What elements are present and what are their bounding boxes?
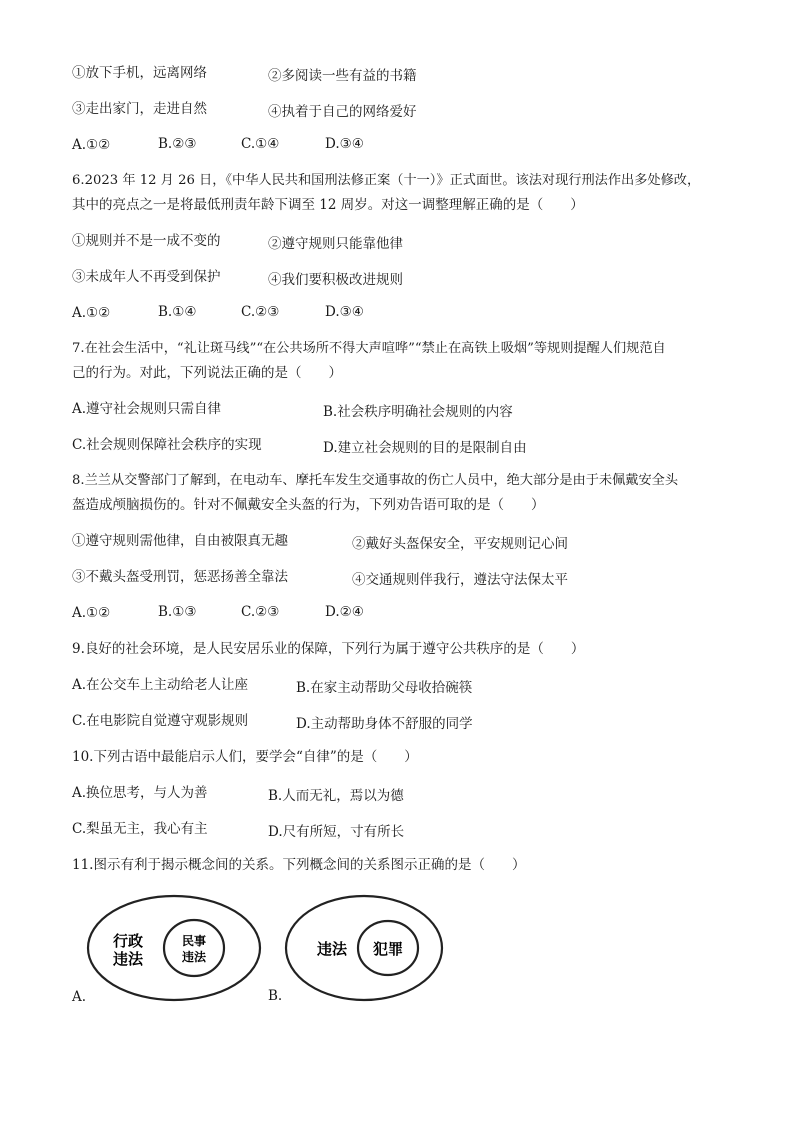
q9-choice-a: A.在公交车上主动给老人让座 — [72, 677, 249, 693]
q6-option-2: ②遵守规则只能靠他律 — [268, 236, 403, 252]
diagram-a-option-label: A. — [72, 989, 87, 1005]
q6-choice-d: D.③④ — [325, 304, 364, 320]
diagram-a-inner-label-1: 民事 — [181, 934, 207, 948]
q6-choice-c: C.②③ — [241, 304, 280, 320]
diagram-b-outer-label: 违法 — [316, 940, 348, 958]
q5-choice-d: D.③④ — [325, 136, 364, 152]
q8-option-1: ①遵守规则需他律，自由被限真无趣 — [72, 533, 288, 549]
diagram-a-inner-label-2: 违法 — [181, 950, 207, 964]
q5-choice-c: C.①④ — [241, 136, 280, 152]
diagram-b-venn — [284, 894, 444, 1002]
q8-choice-a: A.①② — [72, 605, 111, 621]
q9-stem: 9.良好的社会环境，是人民安居乐业的保障，下列行为属于遵守公共秩序的是（ ） — [72, 641, 585, 657]
diagram-b-inner-label: 犯罪 — [372, 940, 404, 958]
q5-choice-b: B.②③ — [158, 136, 197, 152]
q7-stem-line2: 己的行为。对此，下列说法正确的是（ ） — [72, 365, 342, 381]
q8-choice-b: B.①③ — [158, 604, 197, 620]
q8-option-2: ②戴好头盔保安全，平安规则记心间 — [352, 536, 568, 552]
q6-option-4: ④我们要积极改进规则 — [268, 272, 403, 288]
diagram-a-outer-label-1: 行政 — [112, 932, 144, 950]
q8-option-3: ③不戴头盔受刑罚，惩恶扬善全靠法 — [72, 569, 288, 585]
q8-stem-line1: 8.兰兰从交警部门了解到，在电动车、摩托车发生交通事故的伤亡人员中，绝大部分是由于未佩戴安全头 — [72, 473, 679, 488]
q9-choice-c: C.在电影院自觉遵守观影规则 — [72, 713, 249, 729]
q7-choice-b: B.社会秩序明确社会规则的内容 — [323, 404, 513, 420]
q10-stem: 10.下列古语中最能启示人们，要学会“自律”的是（ ） — [72, 749, 418, 765]
diagram-a — [86, 894, 262, 1002]
q11-stem: 11.图示有利于揭示概念间的关系。下列概念间的关系图示正确的是（ ） — [72, 857, 526, 873]
q6-option-3: ③未成年人不再受到保护 — [72, 269, 221, 285]
q7-choice-c: C.社会规则保障社会秩序的实现 — [72, 437, 262, 453]
diagram-a-outer-label-2: 违法 — [112, 950, 144, 968]
q6-choice-b: B.①④ — [158, 304, 197, 320]
q6-stem-line2: 其中的亮点之一是将最低刑责年龄下调至 12 周岁。对这一调整理解正确的是（ ） — [72, 197, 584, 213]
diagram-a-venn — [86, 894, 262, 1002]
q6-stem-line1: 6.2023 年 12 月 26 日，《中华人民共和国刑法修正案（十一）》正式面世。该法对现行刑法作出多处修改， — [72, 173, 701, 188]
q8-stem-line2: 盔造成颅脑损伤的。针对不佩戴安全头盔的行为，下列劝告语可取的是（ ） — [72, 497, 545, 513]
diagram-a-inner-circle — [164, 920, 224, 976]
q6-option-1: ①规则并不是一成不变的 — [72, 233, 221, 249]
q5-option-2: ②多阅读一些有益的书籍 — [268, 68, 417, 84]
q10-choice-b: B.人而无礼，焉以为德 — [268, 788, 404, 804]
q8-choice-d: D.②④ — [325, 604, 364, 620]
q8-choice-c: C.②③ — [241, 604, 280, 620]
q7-stem-line1: 7.在社会生活中，“礼让斑马线”“在公共场所不得大声喧哗”“禁止在高铁上吸烟”等规则提醒人们规范自 — [72, 341, 666, 356]
q7-choice-d: D.建立社会规则的目的是限制自由 — [323, 440, 527, 456]
q10-choice-a: A.换位思考，与人为善 — [72, 785, 208, 801]
diagram-b-option-label: B. — [268, 988, 283, 1004]
q7-choice-a: A.遵守社会规则只需自律 — [72, 401, 222, 417]
q8-option-4: ④交通规则伴我行，遵法守法保太平 — [352, 572, 568, 588]
q5-option-1: ①放下手机，远离网络 — [72, 65, 207, 81]
diagram-b — [284, 894, 444, 1002]
q9-choice-d: D.主动帮助身体不舒服的同学 — [296, 716, 473, 732]
q5-option-4: ④执着于自己的网络爱好 — [268, 104, 417, 120]
q5-option-3: ③走出家门，走进自然 — [72, 101, 207, 117]
q10-choice-c: C.梨虽无主，我心有主 — [72, 821, 208, 837]
q10-choice-d: D.尺有所短，寸有所长 — [268, 824, 405, 840]
q5-choice-a: A.①② — [72, 137, 111, 153]
q9-choice-b: B.在家主动帮助父母收拾碗筷 — [296, 680, 473, 696]
q6-choice-a: A.①② — [72, 305, 111, 321]
